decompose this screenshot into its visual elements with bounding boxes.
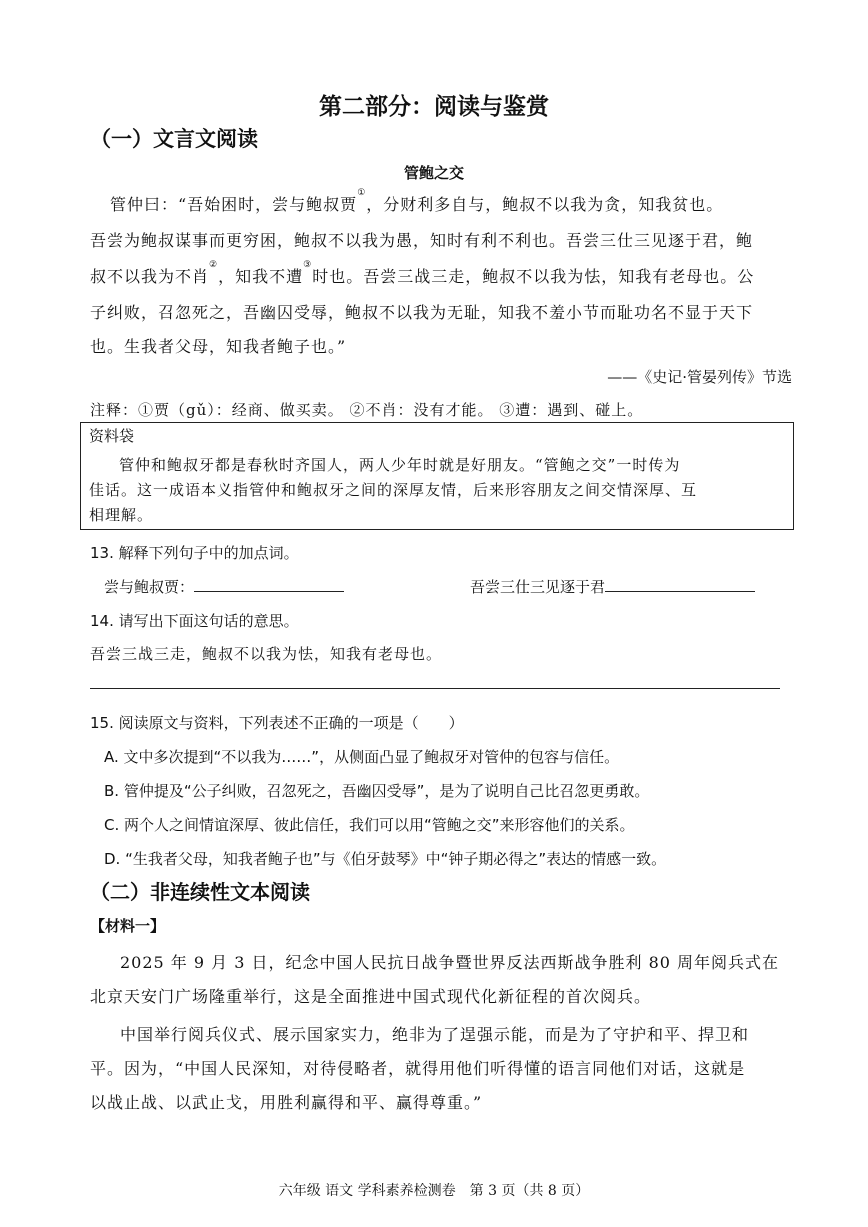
- passage-line: 也。生我者父母，知我者鲍子也。”: [90, 337, 347, 356]
- material-label: 【材料一】: [90, 917, 166, 935]
- section-heading-classical: （一）文言文阅读: [90, 126, 258, 151]
- passage-source: ——《史记·管晏列传》节选: [607, 368, 792, 386]
- material-paragraph-line: 2025 年 9 月 3 日，纪念中国人民抗日战争暨世界反法西斯战争胜利 80 周年阅兵式在: [120, 953, 780, 972]
- question-15-prompt: 15. 阅读原文与资料，下列表述不正确的一项是（ ）: [90, 714, 464, 732]
- passage-line: 吾尝为鲍叔谋事而更穷困，鲍叔不以我为愚，知时有利不利也。吾尝三仕三见逐于君，鲍: [90, 231, 754, 250]
- info-box: [80, 422, 794, 530]
- passage-line: 管仲曰：“吾始困时，尝与鲍叔贾①，分财利多自与，鲍叔不以我为贪，知我贫也。: [110, 188, 724, 214]
- page-footer: 六年级 语文 学科素养检测卷 第 3 页（共 8 页）: [278, 1183, 590, 1199]
- answer-blank[interactable]: [605, 577, 755, 592]
- option-a[interactable]: A. 文中多次提到“不以我为……”，从侧面凸显了鲍叔牙对管仲的包容与信任。: [104, 748, 620, 766]
- question-14-prompt: 14. 请写出下面这句话的意思。: [90, 612, 299, 630]
- material-paragraph-line: 平。因为，“中国人民深知，对待侵略者，就得用他们听得懂的语言同他们对话，这就是: [90, 1059, 746, 1078]
- annotations: 注释：①贾（gǔ）：经商、做买卖。 ②不肖：没有才能。 ③遭：遇到、碰上。: [90, 401, 644, 419]
- answer-line[interactable]: [90, 688, 780, 689]
- question-14-sentence: 吾尝三战三走，鲍叔不以我为怯，知我有老母也。: [90, 645, 443, 663]
- material-paragraph-line: 北京天安门广场隆重举行，这是全面推进中国式现代化新征程的首次阅兵。: [90, 987, 652, 1006]
- question-13-item-a: 尝与鲍叔贾：: [104, 576, 344, 597]
- material-paragraph-line: 中国举行阅兵仪式、展示国家实力，绝非为了逞强示能，而是为了守护和平、捍卫和: [120, 1025, 750, 1044]
- passage-line: 叔不以我为不肖②，知我不遭③时也。吾尝三战三走，鲍叔不以我为怯，知我有老母也。公: [90, 260, 755, 286]
- part-title: 第二部分：阅读与鉴赏: [319, 93, 549, 120]
- option-b[interactable]: B. 管仲提及“公子纠败，召忽死之，吾幽囚受辱”，是为了说明自己比召忽更勇敢。: [104, 782, 650, 800]
- option-c[interactable]: C. 两个人之间情谊深厚、彼此信任，我们可以用“管鲍之交”来形容他们的关系。: [104, 816, 635, 834]
- question-13-item-b: 吾尝三仕三见逐于君: [470, 576, 755, 597]
- passage-line: 子纠败，召忽死之，吾幽囚受辱，鲍叔不以我为无耻，知我不羞小节而耻功名不显于天下: [90, 303, 754, 322]
- question-13-prompt: 13. 解释下列句子中的加点词。: [90, 544, 299, 562]
- story-title: 管鲍之交: [403, 164, 464, 182]
- section-heading-nonlinear: （二）非连续性文本阅读: [90, 880, 310, 904]
- option-d[interactable]: D. “生我者父母，知我者鲍子也”与《伯牙鼓琴》中“钟子期必得之”表达的情感一致。: [104, 850, 667, 868]
- answer-blank[interactable]: [194, 577, 344, 592]
- info-box-text: 管仲和鲍叔牙都是春秋时齐国人，两人少年时就是好朋友。“管鲍之交”一时传为 佳话。这一成语本义指管仲和鲍叔牙之间的深厚友情，后来形容朋友之间交情深厚、互 相理解。: [89, 456, 698, 524]
- info-box-label: 资料袋: [89, 427, 135, 445]
- material-paragraph-line: 以战止战、以武止戈，用胜利赢得和平、赢得尊重。”: [90, 1093, 483, 1112]
